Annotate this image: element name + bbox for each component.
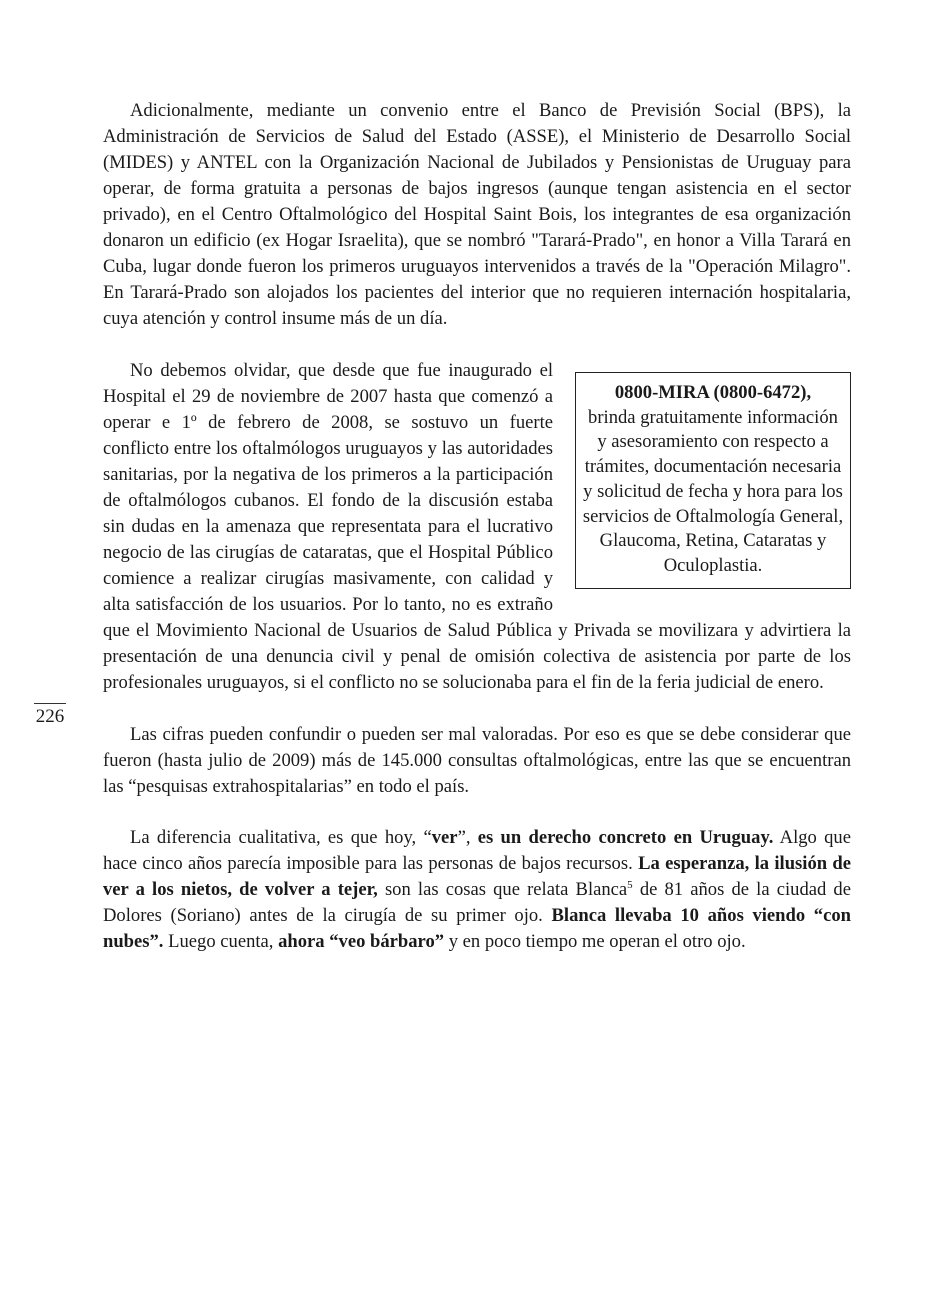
diferencia-bold-derecho: es un derecho concreto en Uruguay. <box>477 827 774 848</box>
diferencia-text-3: Algo que hace cinco años parecía imposible para las personas de bajos recursos. <box>103 827 851 874</box>
paragraph-conflicto-text: No debemos olvidar, que desde que fue inaugurado el Hospital el 29 de noviembre de 2007 hasta que comenzó a operar e 1º de febrero de 2008, se sostuvo un fuerte conflicto entre los oftalmólogos uruguayos y las autoridades sanitarias, por la negativa de los primeros a la participación de oftalmólogos cubanos. El fondo de la discusión estaba sin dudas en la amenaza que representata para el lucrativo negocio de las cirugías de cataratas, que el Hospital Público comience a realizar cirugías masivamente, con calidad y alta satisfacción de los usuarios. Por lo tanto, no es extraño que el Movimiento Nacional de Usuarios de Salud Pública y Privada se movilizara y advirtiera la presentación de una denuncia civil y penal de omisión colectiva de asistencia por parte de los profesionales uruguayos, si el conflicto no se solucionaba para el fin de la feria judicial de enero. <box>103 360 851 693</box>
diferencia-text-2: ”, <box>457 827 478 848</box>
diferencia-bold-barbaro: ahora “veo bárbaro” <box>278 931 445 952</box>
diferencia-text-5: de 81 años de la ciudad de Dolores (Soriano) antes de la cirugía de su primer ojo. <box>103 879 851 926</box>
diferencia-text-7: y en poco tiempo me operan el otro ojo. <box>444 931 746 952</box>
sidebox-body: brinda gratuitamente información y asesoramiento con respecto a trámites, documentación necesaria y solicitud de fecha y hora para los servicios de Oftalmología General, Glaucoma, Retina, Cataratas y Oculoplastia. <box>582 406 844 576</box>
paragraph-convenio: Adicionalmente, mediante un convenio entre el Banco de Previsión Social (BPS), la Administración de Servicios de Salud del Estado (ASSE), el Ministerio de Desarrollo Social (MIDES) y ANTEL con la Organización Nacional de Jubilados y Pensionistas de Uruguay para operar, de forma gratuita a personas de bajos ingresos (aunque tengan asistencia en el sector privado), en el Centro Oftalmológico del Hospital Saint Bois, los integrantes de esa organización donaron un edificio (ex Hogar Israelita), que se nombró "Tarará-Prado", en honor a Villa Tarará en Cuba, lugar donde fueron los primeros uruguayos intervenidos a través de la "Operación Milagro". En Tarará-Prado son alojados los pacientes del interior que no requieren internación hospitalaria, cuya atención y control insume más de un día. <box>103 100 851 329</box>
page-number: 226 <box>34 703 66 728</box>
diferencia-bold-ver: ver <box>431 827 458 848</box>
paragraph-cifras: Las cifras pueden confundir o pueden ser mal valoradas. Por eso es que se debe considerar que fueron (hasta julio de 2009) más de 145.000 consultas oftalmológicas, entre las que se encuentran las “pesquisas extrahospitalarias” en todo el país. <box>103 724 851 797</box>
diferencia-text-1: La diferencia cualitativa, es que hoy, “ <box>130 827 432 848</box>
sidebox-heading: 0800-MIRA (0800-6472), <box>614 382 812 403</box>
diferencia-text-4: son las cosas que relata Blanca <box>377 879 628 900</box>
diferencia-text-6: Luego cuenta, <box>163 931 279 952</box>
paragraph-diferencia <box>103 825 851 955</box>
diferencia-bold-esperanza: La esperanza, la ilusión de ver a los nietos, de volver a tejer, <box>103 853 852 900</box>
info-sidebox <box>575 372 851 589</box>
paragraph-conflicto <box>103 358 851 696</box>
diferencia-bold-nubes: Blanca llevaba 10 años viendo “con nubes”. <box>103 905 851 952</box>
page-body <box>103 98 851 955</box>
footnote-marker[interactable]: 5 <box>627 879 633 891</box>
